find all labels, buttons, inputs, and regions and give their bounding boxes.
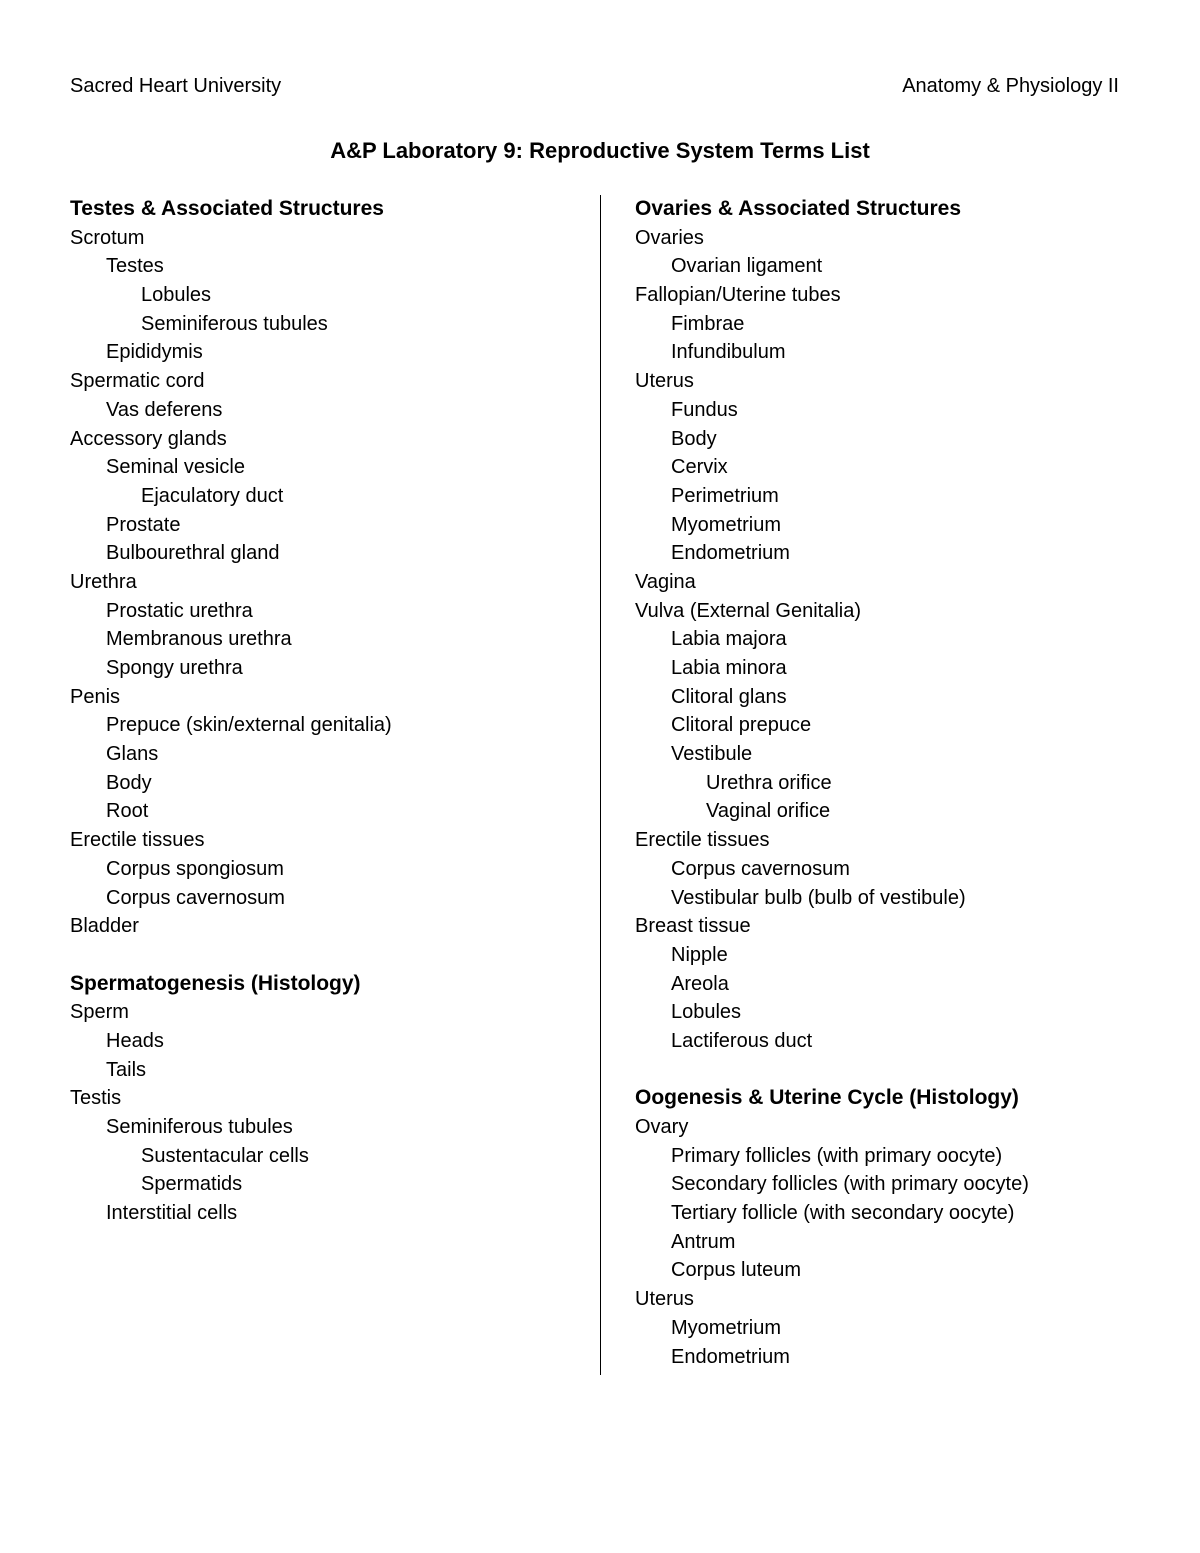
term-item: Membranous urethra	[106, 628, 292, 651]
term-item: Sustentacular cells	[141, 1144, 309, 1167]
term-item: Urethra orifice	[706, 771, 832, 794]
term-item: Ejaculatory duct	[141, 484, 284, 507]
term-item: Uterus	[635, 370, 694, 393]
term-item: Vagina	[635, 570, 696, 593]
term-item: Erectile tissues	[70, 829, 205, 852]
term-item: Fallopian/Uterine tubes	[635, 284, 841, 307]
term-item: Glans	[106, 743, 159, 766]
term-item: Clitoral glans	[671, 685, 787, 708]
term-item: Perimetrium	[671, 484, 779, 507]
term-item: Testis	[70, 1087, 122, 1110]
terms-section	[635, 195, 1155, 1056]
term-item: Corpus cavernosum	[106, 886, 285, 909]
term-item: Root	[106, 800, 149, 823]
term-item: Lobules	[141, 284, 212, 307]
left-column	[70, 195, 590, 1256]
term-item: Tails	[106, 1058, 147, 1081]
terms-section	[70, 195, 590, 941]
term-item: Prostate	[106, 513, 181, 536]
term-item: Body	[106, 771, 152, 794]
term-item: Clitoral prepuce	[671, 714, 812, 737]
term-item: Antrum	[671, 1230, 736, 1253]
term-item: Labia minora	[671, 657, 787, 679]
term-item: Bulbourethral gland	[106, 542, 280, 565]
term-item: Lobules	[671, 1001, 742, 1024]
term-item: Endometrium	[671, 1345, 790, 1368]
term-item: Prepuce (skin/external genitalia)	[106, 714, 392, 737]
term-item: Secondary follicles (with primary oocyte)	[671, 1173, 1029, 1196]
term-item: Areola	[671, 972, 729, 995]
section-heading: Ovaries & Associated Structures	[635, 197, 962, 220]
term-item: Ovary	[635, 1116, 689, 1138]
terms-section	[635, 1084, 1155, 1371]
term-item: Fimbrae	[671, 312, 745, 335]
term-item: Vas deferens	[106, 398, 223, 421]
term-item: Seminiferous tubules	[106, 1116, 293, 1138]
term-item: Interstitial cells	[106, 1202, 238, 1225]
terms-section	[70, 970, 590, 1228]
term-item: Infundibulum	[671, 341, 786, 364]
term-item: Breast tissue	[635, 915, 751, 938]
term-item: Primary follicles (with primary oocyte)	[671, 1144, 1003, 1167]
term-item: Uterus	[635, 1288, 694, 1311]
term-item: Labia majora	[671, 628, 787, 651]
term-item: Heads	[106, 1029, 164, 1052]
term-item: Endometrium	[671, 542, 790, 565]
term-item: Testes	[106, 255, 164, 278]
term-item: Scrotum	[70, 226, 145, 249]
term-item: Corpus cavernosum	[671, 857, 850, 880]
term-item: Fundus	[671, 398, 738, 421]
term-item: Prostatic urethra	[106, 599, 253, 622]
right-column	[635, 195, 1155, 1400]
term-item: Corpus spongiosum	[106, 857, 284, 880]
header-institution: Sacred Heart University	[70, 75, 282, 97]
term-item: Vaginal orifice	[706, 800, 831, 823]
term-item: Nipple	[671, 943, 728, 966]
term-item: Ovarian ligament	[671, 255, 823, 278]
term-item: Sperm	[70, 1001, 129, 1024]
term-item: Epididymis	[106, 341, 203, 364]
section-heading: Testes & Associated Structures	[70, 197, 384, 220]
term-item: Urethra	[70, 570, 137, 593]
term-item: Corpus luteum	[671, 1259, 802, 1282]
term-item: Spermatids	[141, 1173, 243, 1196]
term-item: Myometrium	[671, 1316, 782, 1339]
term-item: Tertiary follicle (with secondary oocyte)	[671, 1202, 1015, 1225]
term-item: Seminiferous tubules	[141, 312, 328, 335]
term-item: Accessory glands	[70, 427, 227, 450]
column-divider	[600, 195, 601, 1375]
term-item: Vestibule	[671, 743, 753, 766]
document-title: A&P Laboratory 9: Reproductive System Terms List	[330, 138, 870, 163]
term-item: Cervix	[671, 456, 728, 479]
term-item: Vestibular bulb (bulb of vestibule)	[671, 886, 966, 909]
term-item: Lactiferous duct	[671, 1029, 813, 1052]
term-item: Body	[671, 427, 717, 450]
section-heading: Spermatogenesis (Histology)	[70, 971, 361, 995]
term-item: Vulva (External Genitalia)	[635, 599, 862, 622]
term-item: Bladder	[70, 915, 139, 938]
term-item: Penis	[70, 685, 121, 708]
term-item: Seminal vesicle	[106, 456, 245, 479]
term-item: Erectile tissues	[635, 829, 770, 852]
term-item: Spermatic cord	[70, 370, 205, 393]
header-course: Anatomy & Physiology II	[902, 75, 1119, 97]
section-heading: Oogenesis & Uterine Cycle (Histology)	[635, 1086, 1019, 1110]
term-item: Ovaries	[635, 226, 704, 249]
term-item: Myometrium	[671, 513, 782, 536]
term-item: Spongy urethra	[106, 657, 243, 679]
